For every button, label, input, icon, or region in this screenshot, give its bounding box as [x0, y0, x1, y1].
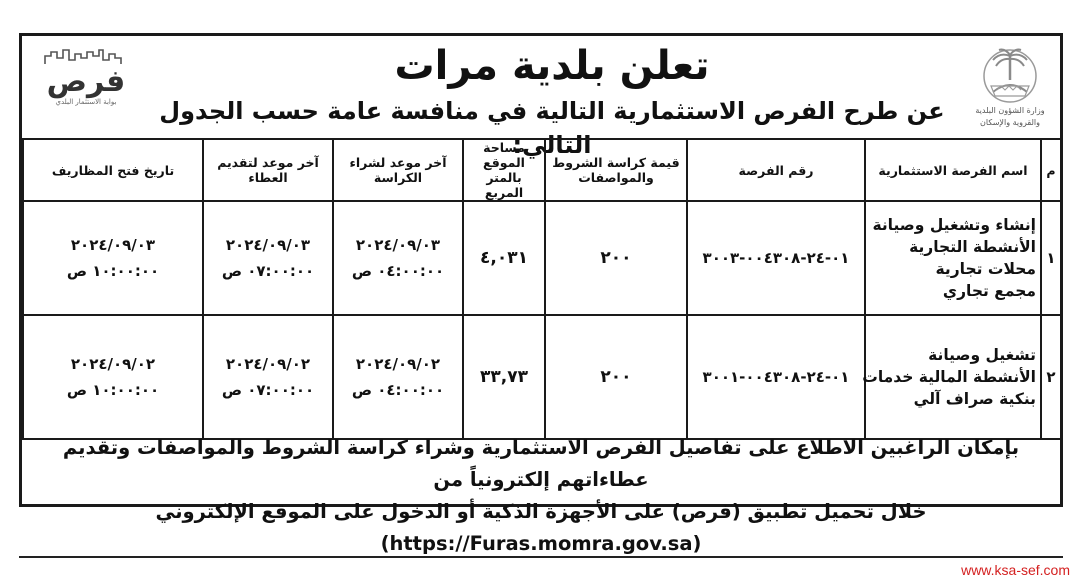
name-line: إنشاء وتشغيل وصيانة: [872, 216, 1036, 234]
opening-date: [23, 201, 203, 315]
row-index: ٢: [1041, 315, 1061, 439]
submission-notice: [22, 424, 1060, 560]
furas-portal-link[interactable]: (https://Furas.momra.gov.sa): [380, 532, 702, 555]
col-opportunity-name: اسم الفرصة الاستثمارية: [865, 139, 1041, 201]
bid-deadline: [203, 201, 333, 315]
opening-date: [23, 315, 203, 439]
booklet-price: ٢٠٠: [545, 315, 687, 439]
announcement-header: [22, 36, 1060, 159]
name-line: الأنشطة التجارية: [909, 238, 1036, 256]
name-line: تشغيل وصيانة: [928, 346, 1036, 364]
date-value: ٢٠٢٤/٠٩/٠٣: [355, 236, 441, 254]
opportunity-name: [862, 315, 1041, 439]
time-value: ٠٧:٠٠:٠٠ ص: [221, 381, 315, 399]
col-opening-date: تاريخ فتح المظاريف: [23, 139, 203, 201]
site-area: ٣٣,٧٣: [463, 315, 545, 439]
palm-swords-icon: [975, 46, 1045, 104]
announcement-headline: تعلن بلدية مرات: [394, 43, 710, 89]
source-website[interactable]: www.ksa-sef.com: [961, 562, 1070, 578]
time-value: ١٠:٠٠:٠٠ ص: [66, 262, 160, 280]
skyline-icon: [41, 46, 131, 66]
date-value: ٢٠٢٤/٠٩/٠٣: [225, 236, 311, 254]
date-value: ٢٠٢٤/٠٩/٠٣: [70, 236, 156, 254]
row-index: ١: [1041, 201, 1061, 315]
col-booklet-price: قيمة كراسة الشروط والمواصفات: [545, 139, 687, 201]
furas-logo: [30, 46, 142, 130]
opportunity-number: ٠١-٢٤-٠٠٤٣٠٨-٣٠٠١: [687, 315, 865, 439]
footer-divider: [19, 556, 1063, 558]
purchase-deadline: [333, 315, 463, 439]
name-line: بنكية صراف آلي: [913, 390, 1036, 408]
furas-wordmark: فرص: [46, 64, 126, 99]
time-value: ٠٧:٠٠:٠٠ ص: [221, 262, 315, 280]
date-value: ٢٠٢٤/٠٩/٠٢: [225, 355, 311, 373]
ministry-logo: [970, 46, 1050, 132]
table-row: [23, 201, 1061, 315]
name-line: محلات تجارية: [935, 260, 1036, 278]
col-bid-deadline: آخر موعد لتقديم العطاء: [203, 139, 333, 201]
date-value: ٢٠٢٤/٠٩/٠٢: [70, 355, 156, 373]
ministry-text-1: وزارة الشؤون البلدية: [975, 106, 1045, 115]
site-area: ٤,٠٣١: [463, 201, 545, 315]
col-index: م: [1041, 139, 1061, 201]
time-value: ٠٤:٠٠:٠٠ ص: [351, 262, 445, 280]
col-opportunity-number: رقم الفرصة: [687, 139, 865, 201]
purchase-deadline: [333, 201, 463, 315]
bid-deadline: [203, 315, 333, 439]
notice-line-2: [36, 496, 1046, 560]
notice-line-1: بإمكان الراغبين الاطلاع على تفاصيل الفرص الاستثمارية وشراء كراسة الشروط والمواصفات وتقديم عطاءاتهم إلكترونياً من: [62, 436, 1020, 491]
date-value: ٢٠٢٤/٠٩/٠٢: [355, 355, 441, 373]
opportunity-number: ٠١-٢٤-٠٠٤٣٠٨-٣٠٠٣: [687, 201, 865, 315]
name-line: مجمع تجاري: [942, 282, 1036, 300]
opportunities-table: [22, 138, 1062, 440]
col-purchase-deadline: آخر موعد لشراء الكراسة: [333, 139, 463, 201]
announcement-frame: [19, 33, 1063, 555]
col-site-area: مساحة الموقع بالمتر المربع: [463, 139, 545, 201]
name-line: الأنشطة المالية خدمات: [862, 368, 1036, 386]
time-value: ٠٤:٠٠:٠٠ ص: [351, 381, 445, 399]
notice-line-2-text: خلال تحميل تطبيق (فرص) على الأجهزة الذكية أو الدخول على الموقع الإلكتروني: [155, 500, 927, 523]
time-value: ١٠:٠٠:٠٠ ص: [66, 381, 160, 399]
table-header-row: [23, 139, 1061, 201]
opportunity-name: [865, 201, 1041, 315]
ministry-text-2: والقروية والإسكان: [980, 118, 1040, 127]
announcement-subheading: عن طرح الفرص الاستثمارية التالية في منافسة عامة حسب الجدول التالي:: [159, 97, 945, 159]
table-row: [23, 315, 1061, 439]
booklet-price: ٢٠٠: [545, 201, 687, 315]
furas-subtitle: بوابة الاستثمار البلدي: [55, 98, 117, 106]
